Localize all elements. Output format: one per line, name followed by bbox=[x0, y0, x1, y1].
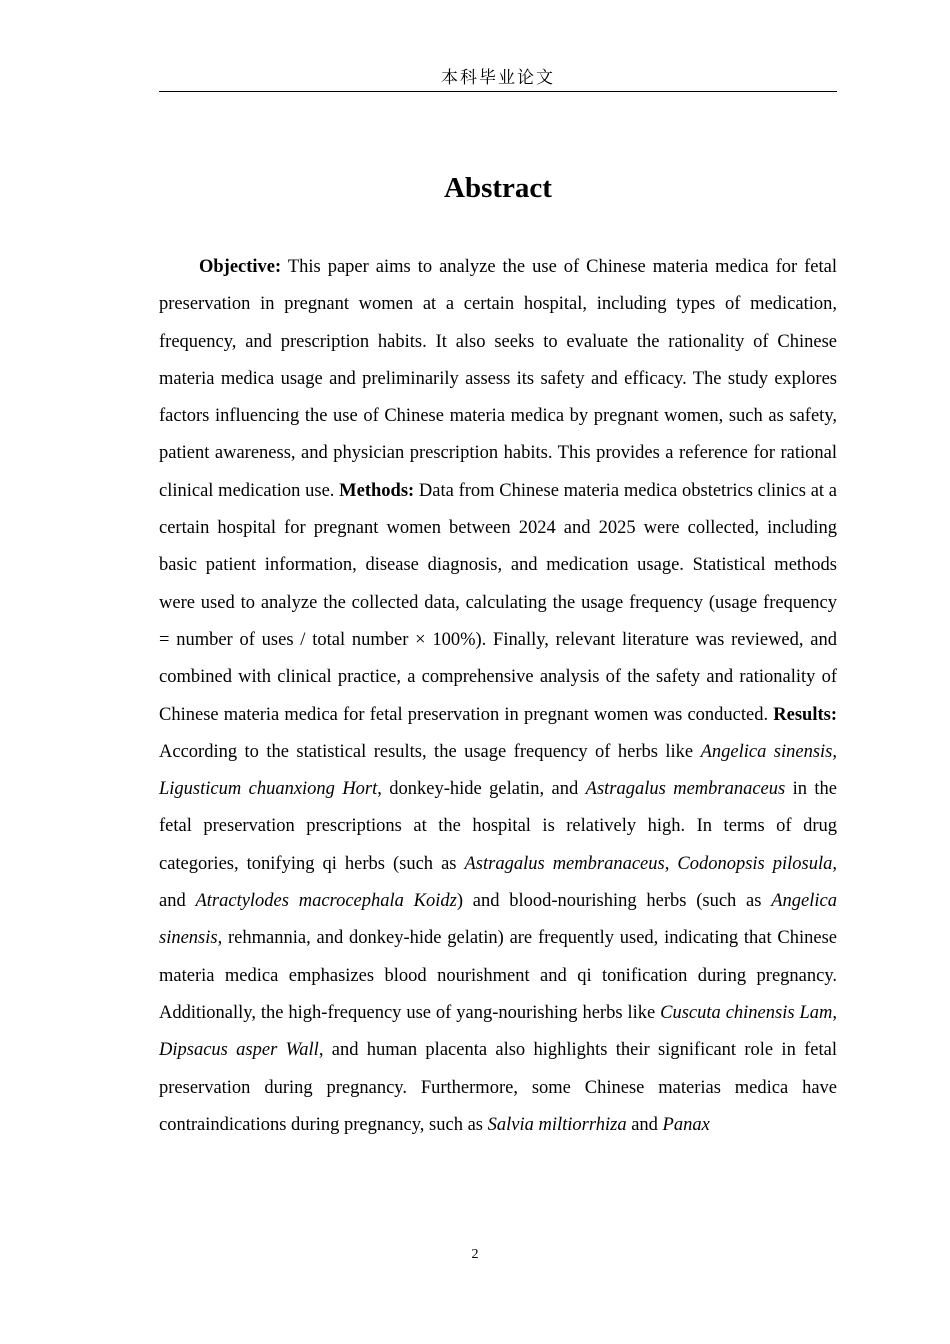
text-run: , bbox=[832, 1002, 837, 1023]
text-run: ) and blood-nourishing herbs (such as bbox=[456, 891, 772, 912]
species-name: Astragalus membranaceus bbox=[585, 779, 786, 800]
species-name: Astragalus membranaceus bbox=[464, 853, 665, 874]
species-name: Codonopsis pilosula bbox=[677, 853, 833, 874]
text-run: According to the statistical results, the usage frequency of herbs like bbox=[159, 741, 701, 762]
section-label: Results: bbox=[773, 704, 837, 725]
abstract-title: Abstract bbox=[444, 172, 552, 204]
species-name: Cuscuta chinensis Lam bbox=[660, 1002, 833, 1023]
text-run: This paper aims to analyze the use of Chinese materia medica for fetal preservation in pregnant women at a certain hospital, including types of medication, frequency, and prescription habits. It also seeks to evaluate the rationality of Chinese materia medica usage and preliminarily assess its safety and efficacy. The study explores factors influencing the use of Chinese materia medica by pregnant women, such as safety, patient awareness, and physician prescription habits. This provides a reference for rational clinical medication use. bbox=[159, 257, 837, 501]
text-run: , bbox=[832, 741, 837, 762]
running-header: 本科毕业论文 bbox=[159, 66, 837, 92]
species-name: Dipsacus asper Wall bbox=[159, 1040, 319, 1061]
abstract-paragraph bbox=[159, 249, 837, 1144]
text-run: , donkey-hide gelatin, and bbox=[377, 779, 586, 800]
text-run: Data from Chinese materia medica obstetrics clinics at a certain hospital for pregnant women between 2024 and 2025 were collected, including basic patient information, disease diagnosis, and medication usage. Statistical methods were used to analyze the collected data, calculating the usage frequency (usage frequency = number of uses / total number × 100%). Finally, relevant literature was reviewed, and combined with clinical practice, a comprehensive analysis of the safety and rationality of Chinese materia medica for fetal preservation in pregnant women was conducted. bbox=[159, 480, 837, 725]
species-name: Salvia miltiorrhiza bbox=[487, 1114, 627, 1135]
section-label: Objective: bbox=[199, 257, 282, 277]
text-run: , and bbox=[159, 853, 838, 912]
text-run: and bbox=[626, 1114, 663, 1135]
text-run: , and human placenta also highlights their significant role in fetal preservation during pregnancy. Furthermore, some Chinese materias medica have contraindications during pregnancy, such as bbox=[159, 1040, 837, 1135]
text-run: , rehmannia, and donkey-hide gelatin) are frequently used, indicating that Chinese materia medica emphasizes blood nourishment and qi tonification during pregnancy. Additionally, the high-frequency use of yang-nourishing herbs like bbox=[159, 928, 837, 1023]
page-number: 2 bbox=[471, 1247, 479, 1262]
species-name: Angelica sinensis bbox=[700, 741, 833, 762]
text-run: , bbox=[664, 853, 678, 874]
section-label: Methods: bbox=[339, 480, 415, 501]
species-name: Angelica sinensis bbox=[159, 891, 837, 949]
species-name: Ligusticum chuanxiong Hort bbox=[159, 779, 378, 800]
text-run: in the fetal preservation prescriptions at the hospital is relatively high. In terms of drug categories, tonifying qi herbs (such as bbox=[159, 779, 837, 874]
species-name: Atractylodes macrocephala Koidz bbox=[195, 891, 457, 912]
species-name: Panax bbox=[662, 1114, 710, 1135]
